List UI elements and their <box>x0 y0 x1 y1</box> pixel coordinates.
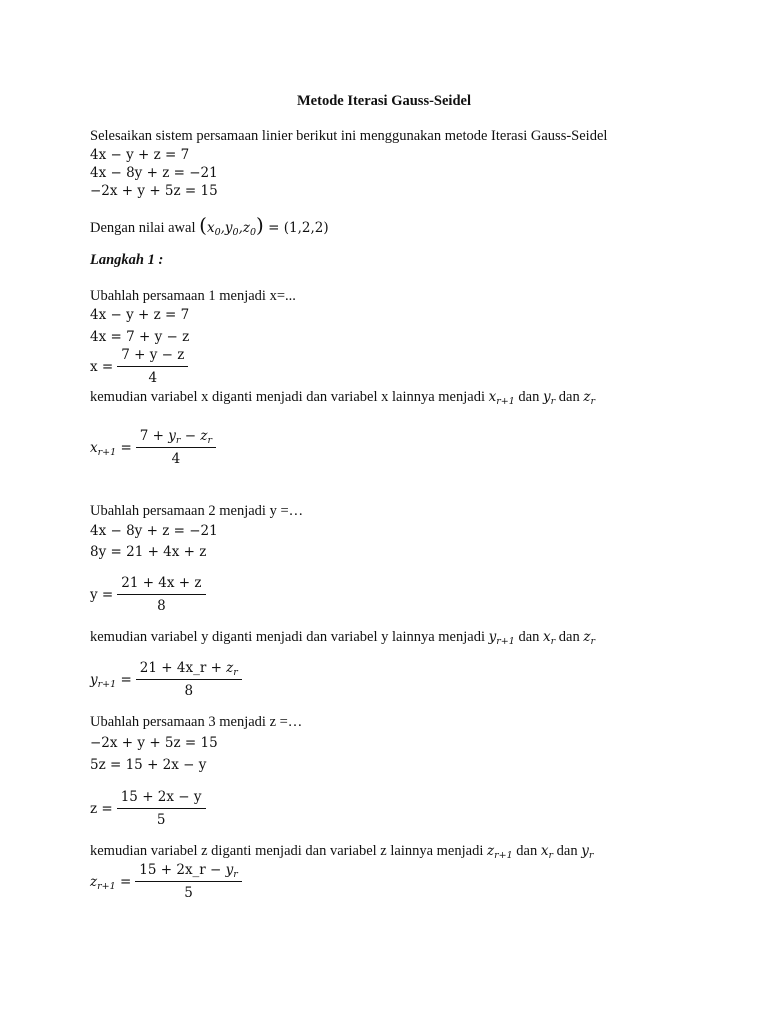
eq1-explain-dan1: dan <box>518 389 540 405</box>
eq1-iter-fraction <box>136 428 216 467</box>
eq3-solved-lhs: z = <box>90 800 113 817</box>
eq2-iteration <box>90 660 242 699</box>
eq3-iter-fraction <box>135 862 242 901</box>
initial-value-text: Dengan nilai awal <box>90 220 196 236</box>
eq2-solved-fraction <box>117 575 205 614</box>
eq1-explain-dan2: dan <box>558 389 580 405</box>
system-equation-3: −2x + y + 5z = 15 <box>90 183 218 199</box>
eq1-line-1: 4x − y + z = 7 <box>90 307 190 323</box>
eq3-iter-numerator: 15 + 2x_r − $y_r$ <box>135 862 242 882</box>
eq3-solved-denominator: 5 <box>156 812 166 828</box>
initial-vars: $x_0,y_0,z_0$ <box>206 220 257 238</box>
document-title: Metode Iterasi Gauss-Seidel <box>297 93 471 109</box>
eq2-explain-text: kemudian variabel y diganti menjadi dan variabel y lainnya menjadi <box>90 629 485 645</box>
eq1-solved-denominator: 4 <box>148 370 158 386</box>
eq3-iter-lhs: $z_{r+1}$ <box>90 873 116 892</box>
eq1-explanation <box>90 388 595 406</box>
eq1-iter-lhs: $x_{r+1}$ <box>90 439 117 458</box>
eq2-iter-fraction <box>136 660 242 699</box>
eq1-explain-var3: $z_r$ <box>583 389 596 407</box>
eq1-intro: Ubahlah persamaan 1 menjadi x=... <box>90 288 296 304</box>
eq2-solved-denominator: 8 <box>157 598 166 614</box>
system-equation-2: 4x − 8y + z = −21 <box>90 165 218 181</box>
eq3-explanation <box>90 842 593 860</box>
eq1-iteration <box>90 428 216 467</box>
eq3-line-1: −2x + y + 5z = 15 <box>90 735 218 751</box>
eq3-iter-equals: = <box>119 873 132 890</box>
eq1-explain-text: kemudian variabel x diganti menjadi dan variabel x lainnya menjadi <box>90 389 485 405</box>
eq2-explain-dan2: dan <box>558 629 580 645</box>
system-equation-1: 4x − y + z = 7 <box>90 147 190 163</box>
eq2-explain-var2: $x_r$ <box>543 629 556 647</box>
eq3-explain-dan1: dan <box>516 843 538 859</box>
eq3-line-2: 5z = 15 + 2x − y <box>90 757 207 773</box>
eq3-explain-dan2: dan <box>556 843 578 859</box>
eq3-explain-text: kemudian variabel z diganti menjadi dan variabel z lainnya menjadi <box>90 843 484 859</box>
initial-value-line: Dengan nilai awal $(x_0,y_0,z_0) = (1,2,2)$ <box>90 213 329 238</box>
eq1-explain-var2: $y_r$ <box>542 389 556 407</box>
eq3-explain-var1: $z_{r+1}$ <box>487 843 513 861</box>
eq2-iter-denominator: 8 <box>184 683 194 699</box>
eq2-explanation <box>90 628 595 646</box>
initial-values: = (1,2,2) <box>268 220 329 236</box>
eq2-solved <box>90 575 206 614</box>
eq2-explain-var3: $z_r$ <box>583 629 596 647</box>
eq2-iter-lhs: $y_{r+1}$ <box>90 671 117 690</box>
eq3-solved-fraction <box>117 789 206 828</box>
eq3-solved <box>90 789 206 828</box>
eq1-solved <box>90 347 188 386</box>
eq3-iteration <box>90 862 242 901</box>
eq1-explain-var1: $x_{r+1}$ <box>488 389 515 407</box>
eq2-intro: Ubahlah persamaan 2 menjadi y =… <box>90 503 304 519</box>
eq1-solved-lhs: x = <box>90 358 114 375</box>
eq2-line-1: 4x − 8y + z = −21 <box>90 523 218 539</box>
step-heading: Langkah 1 : <box>90 252 164 268</box>
eq1-iter-numerator: $7 + y_r - z_r$ <box>136 428 216 448</box>
eq1-solved-fraction <box>117 347 188 386</box>
eq3-solved-numerator: 15 + 2x − y <box>117 789 206 809</box>
eq3-explain-var2: $x_r$ <box>540 843 554 861</box>
eq1-iter-denominator: 4 <box>171 451 181 467</box>
eq2-iter-equals: = <box>120 671 132 688</box>
eq2-explain-var1: $y_{r+1}$ <box>488 629 515 647</box>
eq1-iter-equals: = <box>120 439 132 456</box>
eq3-intro: Ubahlah persamaan 3 menjadi z =… <box>90 714 303 730</box>
eq2-explain-dan1: dan <box>518 629 540 645</box>
eq1-line-2: 4x = 7 + y − z <box>90 329 190 345</box>
intro-paragraph: Selesaikan sistem persamaan linier berikut ini menggunakan metode Iterasi Gauss-Seidel <box>90 128 608 144</box>
eq2-line-2: 8y = 21 + 4x + z <box>90 544 207 560</box>
eq3-explain-var3: $y_r$ <box>581 843 594 861</box>
eq1-solved-numerator: 7 + y − z <box>117 347 188 367</box>
eq2-solved-numerator: 21 + 4x + z <box>117 575 205 595</box>
eq2-iter-numerator: 21 + 4x_r + $z_r$ <box>136 660 242 680</box>
eq2-solved-lhs: y = <box>90 586 114 603</box>
eq3-iter-denominator: 5 <box>184 885 193 901</box>
